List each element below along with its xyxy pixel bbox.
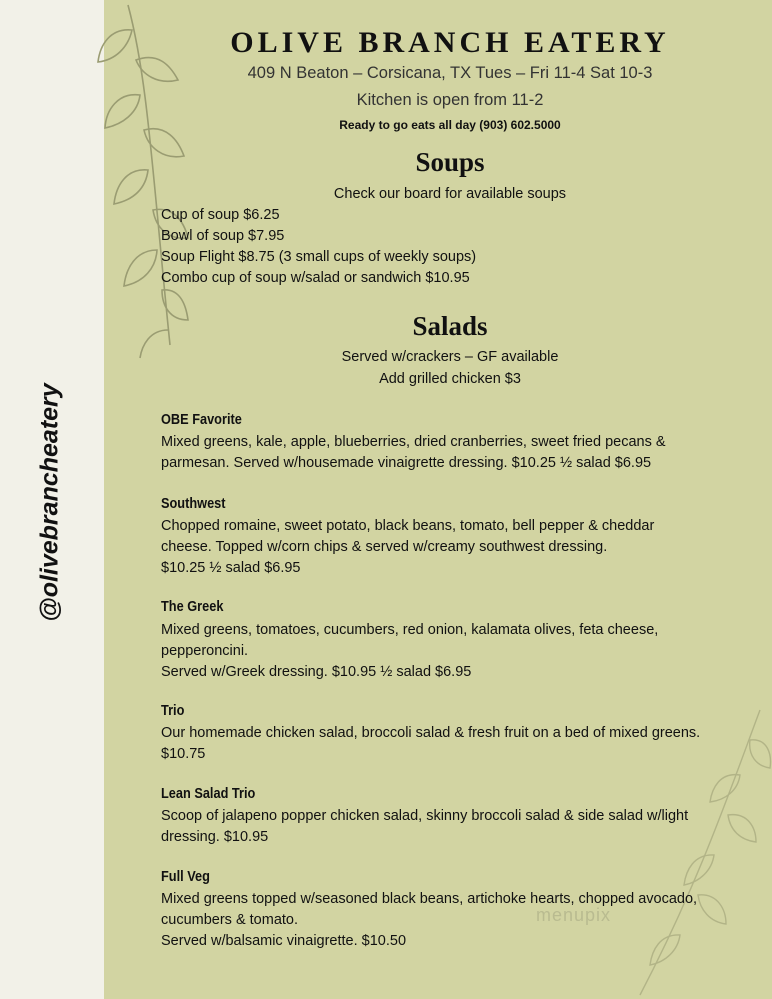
soup-item: Bowl of soup $7.95: [161, 228, 285, 244]
soups-heading: Soups: [415, 147, 485, 177]
salad-description: [161, 516, 751, 579]
desc-line: Mixed greens, kale, apple, blueberries, dried cranberries, sweet fried pecans &: [161, 434, 666, 450]
address-hours: 409 N Beaton – Corsicana, TX Tues – Fri 11-4 Sat 10-3: [247, 64, 653, 82]
desc-line: cheese. Topped w/corn chips & served w/creamy southwest dressing.: [161, 539, 608, 555]
desc-line: pepperoncini.: [161, 643, 249, 659]
soup-item: Cup of soup $6.25: [161, 207, 280, 223]
social-handle: [25, 375, 75, 630]
salads-note-crackers: Served w/crackers – GF available: [341, 349, 559, 365]
soup-item: Combo cup of soup w/salad or sandwich $10.95: [161, 270, 470, 286]
desc-line: Chopped romaine, sweet potato, black beans, tomato, bell pepper & cheddar: [161, 518, 655, 534]
salads-heading: Salads: [412, 311, 488, 341]
desc-line: Served w/balsamic vinaigrette. $10.50: [161, 933, 407, 949]
desc-line: Mixed greens, tomatoes, cucumbers, red onion, kalamata olives, feta cheese,: [161, 622, 659, 638]
restaurant-name: OLIVE BRANCH EATERY: [230, 26, 670, 59]
desc-line: Served w/Greek dressing. $10.95 ½ salad $6.95: [161, 664, 472, 680]
salad-name-full-veg: Full Veg: [161, 869, 210, 885]
soup-item: Soup Flight $8.75 (3 small cups of weekly soups): [161, 249, 477, 265]
soups-note: Check our board for available soups: [333, 186, 567, 202]
desc-line: Mixed greens topped w/seasoned black beans, artichoke hearts, chopped avocado,: [161, 891, 698, 907]
salad-name-lean-salad-trio: Lean Salad Trio: [161, 786, 256, 802]
salad-description: [161, 889, 751, 952]
kitchen-hours: Kitchen is open from 11-2: [356, 91, 544, 109]
desc-line: Scoop of jalapeno popper chicken salad, skinny broccoli salad & side salad w/light: [161, 808, 689, 824]
desc-line: Our homemade chicken salad, broccoli salad & fresh fruit on a bed of mixed greens.: [161, 725, 701, 741]
menupix-watermark: menupix: [536, 905, 612, 925]
salad-name-obe-favorite: OBE Favorite: [161, 412, 242, 428]
salad-description: [161, 432, 751, 474]
salad-name-southwest: Southwest: [161, 496, 226, 512]
salad-description: [161, 806, 751, 848]
social-handle-text: @olivebrancheatery: [35, 383, 64, 622]
ready-to-go-phone: Ready to go eats all day (903) 602.5000: [339, 118, 561, 132]
salad-name-trio: Trio: [161, 703, 185, 719]
desc-line: dressing. $10.95: [161, 829, 269, 845]
desc-line: $10.25 ½ salad $6.95: [161, 560, 301, 576]
salad-name-the-greek: The Greek: [161, 599, 224, 615]
salads-note-chicken: Add grilled chicken $3: [379, 371, 521, 387]
desc-line: $10.75: [161, 746, 206, 762]
desc-line: parmesan. Served w/housemade vinaigrette dressing. $10.25 ½ salad $6.95: [161, 455, 652, 471]
desc-line: cucumbers & tomato.: [161, 912, 298, 928]
salad-description: [161, 723, 751, 765]
salad-description: [161, 620, 751, 683]
